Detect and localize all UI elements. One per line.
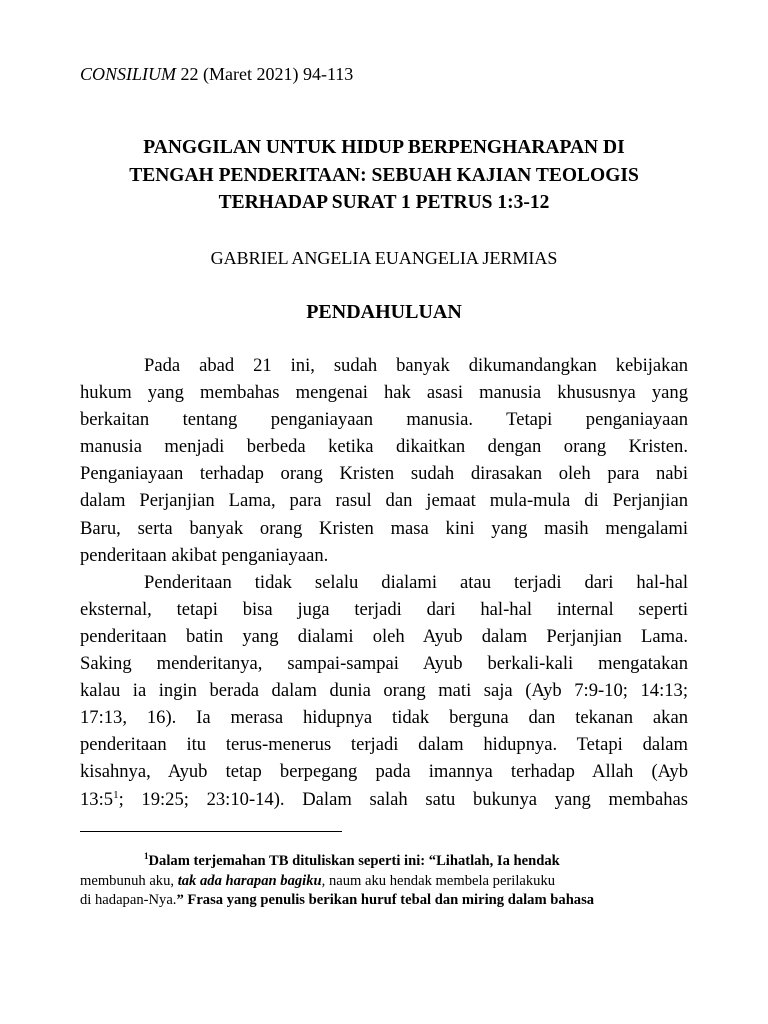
footnote-reference[interactable]: 1 [113, 788, 119, 801]
footnote-text: di hadapan-Nya. [80, 892, 177, 908]
body-text [80, 352, 688, 813]
article-title [70, 134, 698, 217]
footnote-text: Dalam terjemahan TB dituliskan seperti ini: “Lihatlah, Ia hendak [148, 853, 560, 869]
section-heading: PENDAHULUAN [306, 301, 462, 323]
footnote-line [80, 872, 688, 892]
footnote-text: , naum aku hendak membela perilakuku [321, 872, 556, 889]
footnote-emphasis: tak ada harapan bagiku [177, 872, 322, 889]
paragraph-line: kisahnya, Ayub tetap berpegang pada imannya terhadap Allah (Ayb [80, 761, 688, 783]
reference-text: 13:5 [80, 788, 114, 810]
paragraph-line-rest: ; 19:25; 23:10-14). Dalam salah satu bukunya yang membahas [118, 788, 688, 810]
title-line: TERHADAP SURAT 1 PETRUS 1:3-12 [218, 192, 550, 213]
footnote-text: membunuh aku, [80, 872, 178, 889]
paragraph-line: Saking menderitanya, sampai-sampai Ayub berkali-kali mengatakan [80, 653, 688, 675]
paragraph-line: hukum yang membahas mengenai hak asasi manusia khususnya yang [80, 382, 688, 404]
footnote-separator [80, 831, 342, 832]
running-head [80, 61, 353, 87]
title-line: TENGAH PENDERITAAN: SEBUAH KAJIAN TEOLOGIS [129, 164, 639, 186]
paragraph-line: 17:13, 16). Ia merasa hidupnya tidak berguna dan tekanan akan [80, 707, 688, 729]
footnote-line [80, 891, 688, 911]
author-name: GABRIEL ANGELIA EUANGELIA JERMIAS [210, 248, 558, 268]
journal-citation: 22 (Maret 2021) 94-113 [176, 64, 354, 84]
paragraph-line: eksternal, tetapi bisa juga terjadi dari hal-hal internal seperti [80, 598, 688, 620]
paragraph-line: penderitaan itu terus-menerus terjadi dalam hidupnya. Tetapi dalam [80, 734, 688, 756]
footnote-text-bold: ” Frasa yang penulis berikan huruf tebal dan miring dalam bahasa [176, 892, 595, 908]
footnote-line [80, 852, 688, 872]
footnote-number: 1 [144, 851, 149, 862]
paragraph-line: penderitaan akibat penganiayaan. [80, 544, 329, 566]
paragraph-line: Pada abad 21 ini, sudah banyak dikumandangkan kebijakan [144, 355, 688, 376]
journal-name: CONSILIUM [80, 64, 177, 84]
paragraph-line: Penganiayaan terhadap orang Kristen sudah dirasakan oleh para nabi [80, 463, 688, 485]
paragraph-line: Penderitaan tidak selalu dialami atau terjadi dari hal-hal [144, 571, 688, 593]
paragraph-line: kalau ia ingin berada dalam dunia orang mati saja (Ayb 7:9-10; 14:13; [80, 680, 688, 702]
title-line: PANGGILAN UNTUK HIDUP BERPENGHARAPAN DI [143, 137, 625, 158]
paragraph-line: Baru, serta banyak orang Kristen masa kini yang masih mengalami [80, 517, 688, 539]
paragraph-line: penderitaan batin yang dialami oleh Ayub dalam Perjanjian Lama. [80, 625, 688, 647]
footnote [80, 852, 688, 911]
paragraph-line: manusia menjadi berbeda ketika dikaitkan dengan orang Kristen. [80, 436, 688, 458]
paragraph-line-with-footnote-ref [80, 786, 688, 813]
paragraph-line: berkaitan tentang penganiayaan manusia. Tetapi penganiayaan [80, 409, 688, 431]
paragraph-line: dalam Perjanjian Lama, para rasul dan jemaat mula-mula di Perjanjian [80, 490, 688, 512]
